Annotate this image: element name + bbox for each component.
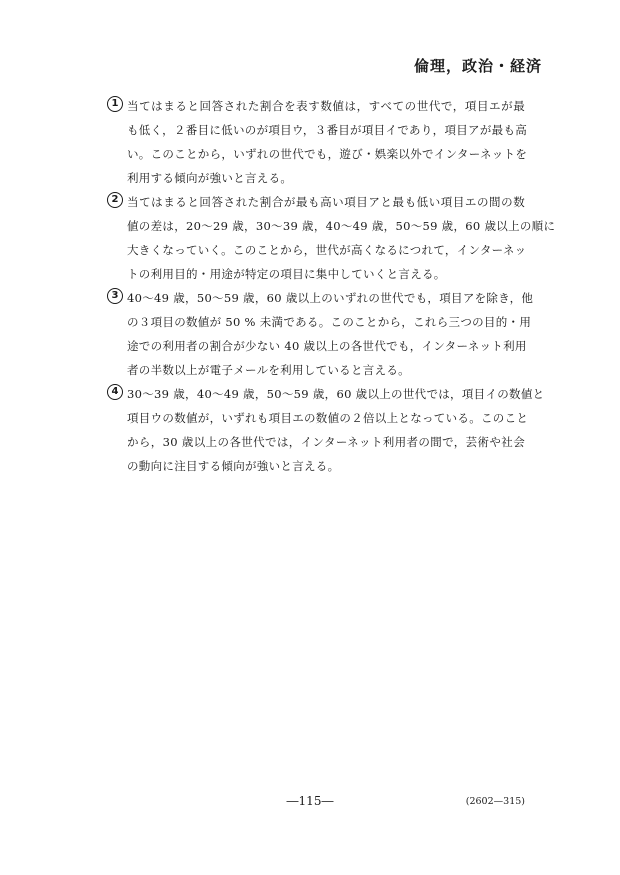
- option-text-line: 値の差は，20～29 歳，30～39 歳，40～49 歳，50～59 歳，60 歳以上の順に: [127, 219, 556, 233]
- option-text-line: い。このことから，いずれの世代でも，遊び・娯楽以外でインターネットを: [127, 147, 528, 161]
- option-text-line: 利用する傾向が強いと言える。: [127, 171, 293, 185]
- option-text-line: 当てはまると回答された割合が最も高い項目アと最も低い項目エの間の数: [127, 195, 525, 209]
- option-text-line: の動向に注目する傾向が強いと言える。: [127, 459, 340, 473]
- document-code: (2602—315): [465, 796, 525, 807]
- subject-title: 倫理，政治・経済: [413, 57, 542, 75]
- option-text-line: 大きくなっていく。このことから，世代が高くなるにつれて，インターネッ: [127, 243, 527, 257]
- option-text-line: 40～49 歳，50～59 歳，60 歳以上のいずれの世代でも，項目アを除き，他: [127, 291, 534, 305]
- option-text-line: 項目ウの数値が，いずれも項目エの数値の２倍以上となっている。このこと: [127, 411, 529, 425]
- option-number: 1: [107, 96, 123, 112]
- option-text-line: から，30 歳以上の各世代では，インターネット利用者の間で，芸術や社会: [127, 435, 525, 449]
- option-1: [107, 94, 528, 190]
- option-3: [107, 286, 534, 382]
- option-2: [107, 190, 556, 286]
- option-text-line: 30～39 歳，40～49 歳，50～59 歳，60 歳以上の世代では，項目イの数値と: [127, 387, 545, 401]
- page-number: ―115―: [286, 794, 334, 808]
- option-4: [107, 382, 545, 478]
- option-number: 4: [107, 384, 123, 400]
- option-number: 3: [107, 288, 123, 304]
- answer-options: [107, 94, 556, 478]
- option-number: 2: [107, 192, 123, 208]
- option-text-line: 当てはまると回答された割合を表す数値は，すべての世代で，項目エが最: [127, 99, 525, 113]
- option-text-line: トの利用目的・用途が特定の項目に集中していくと言える。: [127, 267, 446, 281]
- option-text-line: 途での利用者の割合が少ない 40 歳以上の各世代でも，インターネット利用: [127, 339, 527, 353]
- option-text-line: も低く，２番目に低いのが項目ウ，３番目が項目イであり，項目アが最も高: [127, 123, 528, 137]
- option-text-line: の３項目の数値が 50 % 未満である。このことから，これら三つの目的・用: [127, 315, 532, 329]
- option-text-line: 者の半数以上が電子メールを利用していると言える。: [127, 363, 410, 377]
